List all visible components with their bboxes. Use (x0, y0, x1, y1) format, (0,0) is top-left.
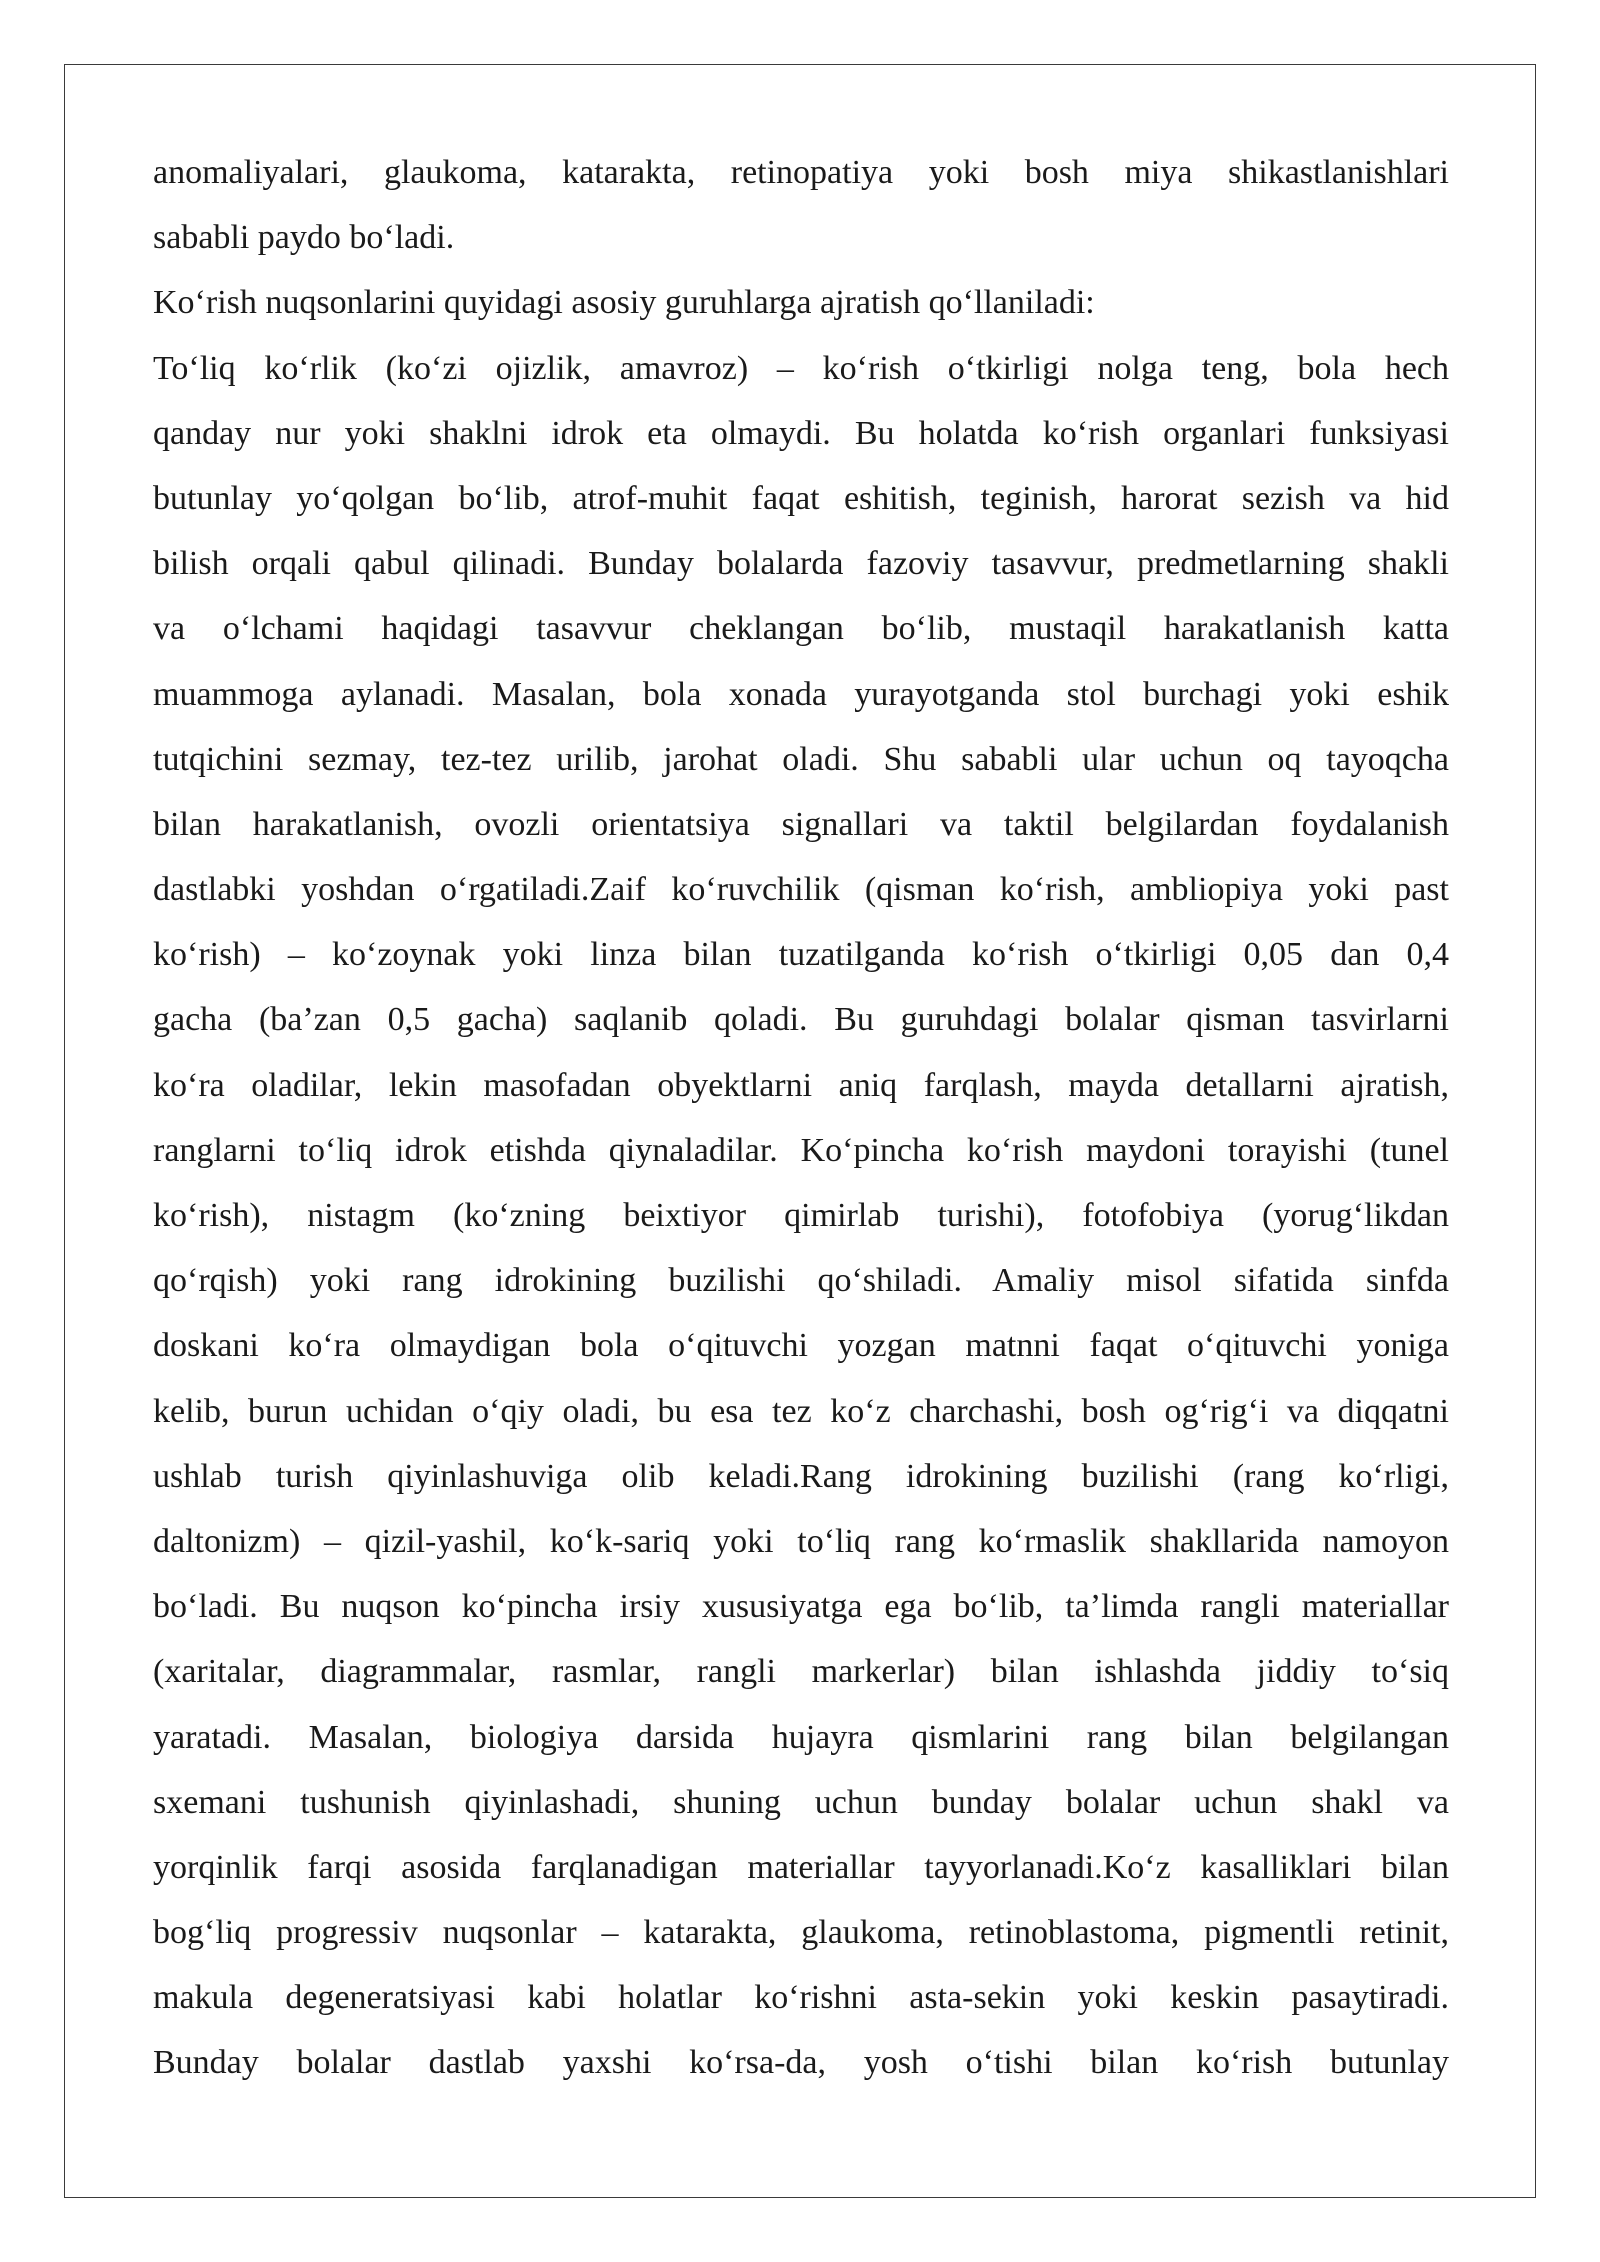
text-line: ko‘rish), nistagm (ko‘zning beixtiyor qimirlab turishi), fotofobiya (yorug‘likdan (153, 1197, 1449, 1234)
text-line: (xaritalar, diagrammalar, rasmlar, rangli markerlar) bilan ishlashda jiddiy to‘siq (153, 1653, 1449, 1691)
text-line: ushlab turish qiyinlashuviga olib keladi.Rang idrokining buzilishi (rang ko‘rligi, (153, 1457, 1449, 1495)
text-line: butunlay yo‘qolgan bo‘lib, atrof-muhit faqat eshitish, teginish, harorat sezish va hid (153, 479, 1449, 517)
text-line: sxemani tushunish qiyinlashadi, shuning uchun bunday bolalar uchun shakl va (153, 1783, 1449, 1821)
text-line: Ko‘rish nuqsonlarini quyidagi asosiy guruhlarga ajratish qo‘llaniladi: (153, 284, 1095, 322)
text-line: daltonizm) – qizil-yashil, ko‘k-sariq yoki to‘liq rang ko‘rmaslik shakllarida namoyon (153, 1522, 1449, 1560)
text-line: sababli paydo bo‘ladi. (153, 219, 455, 257)
text-line: bilish orqali qabul qilinadi. Bunday bolalarda fazoviy tasavvur, predmetlarning shakli (153, 545, 1449, 583)
text-line: ko‘ra oladilar, lekin masofadan obyektlarni aniq farqlash, mayda detallarni ajratish, (153, 1066, 1449, 1104)
text-line: bog‘liq progressiv nuqsonlar – katarakta, glaukoma, retinoblastoma, pigmentli retinit, (153, 1914, 1449, 1952)
paragraph-classification-intro (153, 270, 1449, 335)
text-line: yorqinlik farqi asosida farqlanadigan materiallar tayyorlanadi.Ko‘z kasalliklari bilan (153, 1848, 1449, 1886)
text-line: anomaliyalari, glaukoma, katarakta, retinopatiya yoki bosh miya shikastlanishlari (153, 154, 1449, 191)
text-line: qanday nur yoki shaklni idrok eta olmaydi. Bu holatda ko‘rish organlari funksiyasi (153, 414, 1449, 452)
text-line: makula degeneratsiyasi kabi holatlar ko‘rishni asta-sekin yoki keskin pasaytiradi. (153, 1979, 1449, 2017)
text-line: To‘liq ko‘rlik (ko‘zi ojizlik, amavroz) – ko‘rish o‘tkirligi nolga teng, bola hech (153, 349, 1449, 387)
paragraph-intro-continuation (153, 140, 1449, 270)
text-line: bo‘ladi. Bu nuqson ko‘pincha irsiy xususiyatga ega bo‘lib, ta’limda rangli materiallar (153, 1588, 1449, 1626)
text-line: kelib, burun uchidan o‘qiy oladi, bu esa tez ko‘z charchashi, bosh og‘rig‘i va diqqatni (153, 1392, 1449, 1430)
text-line: bilan harakatlanish, ovozli orientatsiya signallari va taktil belgilardan foydalanish (153, 805, 1449, 843)
document-body (153, 140, 1449, 2096)
text-line: va o‘lchami haqidagi tasavvur cheklangan bo‘lib, mustaqil harakatlanish katta (153, 610, 1449, 648)
text-line: ranglarni to‘liq idrok etishda qiynaladilar. Ko‘pincha ko‘rish maydoni torayishi (tunel (153, 1131, 1449, 1169)
text-line: dastlabki yoshdan o‘rgatiladi.Zaif ko‘ruvchilik (qisman ko‘rish, ambliopiya yoki past (153, 871, 1449, 909)
text-line: doskani ko‘ra olmaydigan bola o‘qituvchi yozgan matnni faqat o‘qituvchi yoniga (153, 1327, 1449, 1365)
text-line: muammoga aylanadi. Masalan, bola xonada yurayotganda stol burchagi yoki eshik (153, 675, 1449, 713)
text-line: gacha (ba’zan 0,5 gacha) saqlanib qoladi. Bu guruhdagi bolalar qisman tasvirlarni (153, 1001, 1449, 1039)
text-line: tutqichini sezmay, tez-tez urilib, jarohat oladi. Shu sababli ular uchun oq tayoqcha (153, 740, 1449, 778)
text-line: qo‘rqish) yoki rang idrokining buzilishi qo‘shiladi. Amaliy misol sifatida sinfda (153, 1262, 1449, 1300)
paragraph-classification-details (153, 336, 1449, 2096)
text-line: ko‘rish) – ko‘zoynak yoki linza bilan tuzatilganda ko‘rish o‘tkirligi 0,05 dan 0,4 (153, 936, 1449, 974)
text-line: Bunday bolalar dastlab yaxshi ko‘rsa-da, yosh o‘tishi bilan ko‘rish butunlay (153, 2044, 1449, 2082)
text-line: yaratadi. Masalan, biologiya darsida hujayra qismlarini rang bilan belgilangan (153, 1718, 1449, 1756)
